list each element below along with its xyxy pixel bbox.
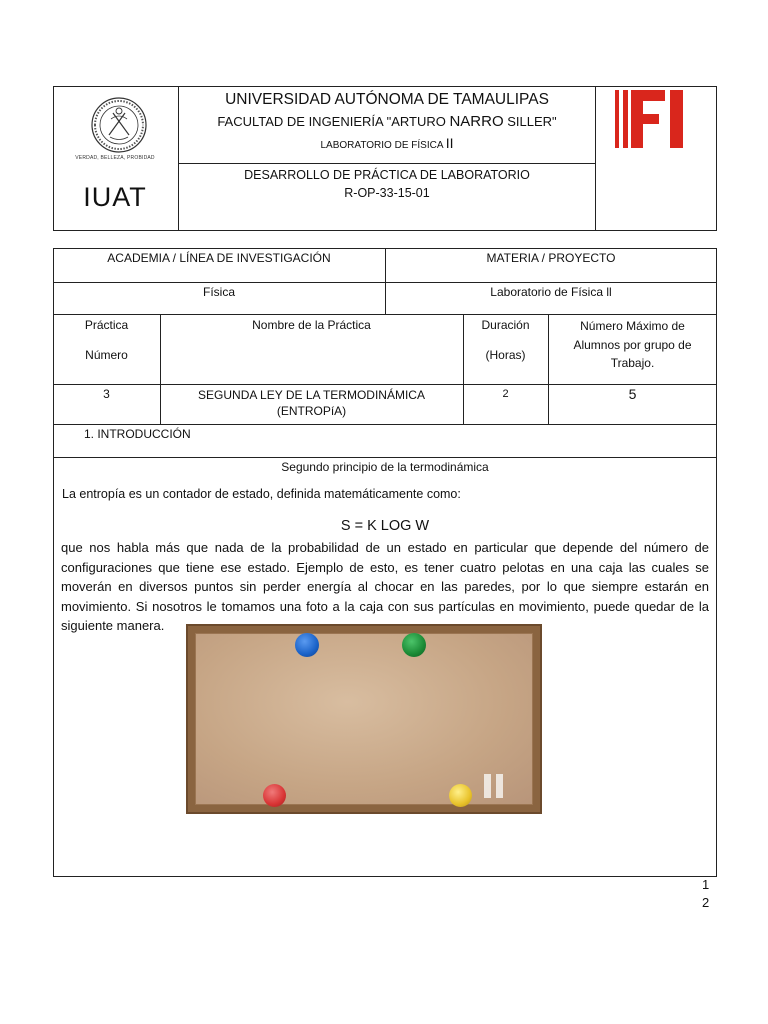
info-row-line-3 — [53, 384, 717, 385]
body-paragraph: que nos habla más que nada de la probabilidad de un estado en particular que depende del número de configuraciones que tiene ese estado. Ejemplo de esto, es tener cuatro pelotas en una caja las cuales se moverán en diversos puntos sin perder energía al chocar en las paredes, por lo que siempre estarán en movimiento. Si nosotros le tomamos una foto a la caja con sus partículas en movimiento, puede quedar de la siguiente manera. — [61, 540, 709, 633]
green-ball-icon — [402, 633, 426, 657]
pause-bar-right — [496, 774, 503, 798]
university-name: UNIVERSIDAD AUTÓNOMA DE TAMAULIPAS — [225, 91, 549, 108]
faculty-prefix: FACULTAD DE INGENIERÍA "ARTURO — [217, 114, 450, 129]
lab-roman: II — [445, 135, 454, 151]
lab-name — [178, 135, 596, 151]
left-logo-text: IUAT — [83, 182, 147, 212]
faculty-fi-logo — [612, 88, 702, 152]
section-subtitle: Segundo principio de la termodinámica — [281, 460, 489, 474]
entropy-formula: S = K LOG W — [340, 518, 430, 534]
pause-icon — [484, 774, 504, 798]
practica-label-1: Práctica — [84, 318, 129, 332]
practica-value: 3 — [103, 387, 110, 401]
document-title: DESARROLLO DE PRÁCTICA DE LABORATORIO — [244, 168, 530, 182]
max-alumnos-label: Número Máximo de Alumnos por grupo de Trabajo. — [573, 319, 692, 370]
header-divider-middle — [178, 163, 596, 164]
pause-bar-left — [484, 774, 491, 798]
info-col-line-d — [548, 314, 549, 425]
nombre-value: SEGUNDA LEY DE LA TERMODINÁMICA (ENTROPíA) — [198, 388, 425, 418]
faculty-name — [178, 113, 596, 130]
duracion-label-2: (Horas) — [485, 348, 526, 362]
academia-value: Física — [202, 285, 235, 299]
materia-value: Laboratorio de Física ll — [490, 285, 612, 299]
practica-label-2: Número — [85, 348, 128, 362]
info-row-line-4 — [53, 424, 717, 425]
faculty-name-highlight: NARRO — [449, 113, 504, 130]
blue-ball-icon — [295, 633, 319, 657]
box-with-balls-image — [186, 624, 542, 814]
academia-label: ACADEMIA / LÍNEA DE INVESTIGACIÓN — [107, 251, 331, 265]
duracion-value: 2 — [502, 388, 509, 400]
section-heading: 1. INTRODUCCIÓN — [84, 427, 191, 441]
nombre-label: Nombre de la Práctica — [252, 318, 371, 332]
faculty-suffix: SILLER" — [503, 114, 557, 129]
box-inner-surface — [195, 633, 533, 805]
yellow-ball-icon — [449, 784, 472, 807]
duracion-label-1: Duración — [481, 318, 530, 332]
materia-label: MATERIA / PROYECTO — [486, 251, 616, 265]
page-number-1: 1 — [702, 877, 710, 892]
seal-motto: VERDAD, BELLEZA, PROBIDAD — [75, 155, 155, 161]
intro-line: La entropía es un contador de estado, definida matemáticamente como: — [62, 487, 461, 501]
document-code: R-OP-33-15-01 — [344, 186, 430, 200]
university-seal-logo — [80, 95, 158, 163]
page-number-2: 2 — [702, 895, 710, 910]
red-ball-icon — [263, 784, 286, 807]
lab-prefix: LABORATORIO DE FÍSICA — [320, 140, 446, 151]
info-row-line-5 — [53, 457, 717, 458]
max-alumnos-value: 5 — [628, 386, 637, 402]
